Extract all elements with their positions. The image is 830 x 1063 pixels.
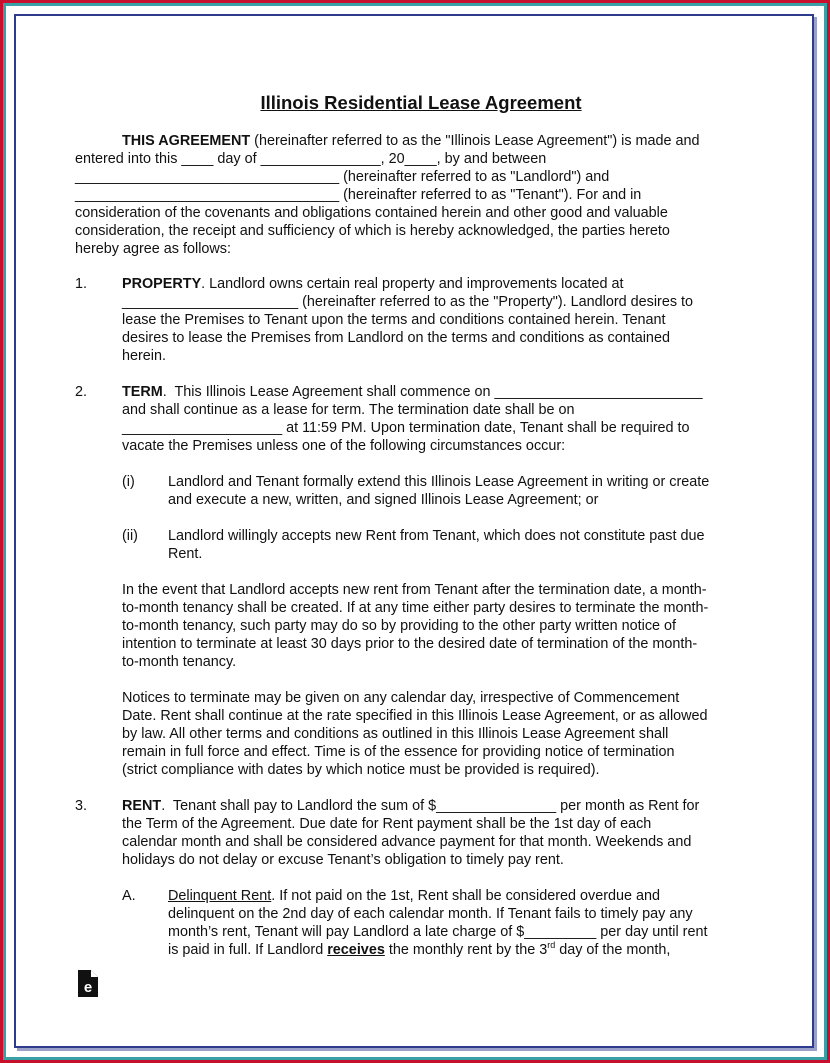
- eforms-logo-icon: [78, 970, 98, 997]
- section-rent: 3. RENT. Tenant shall pay to Landlord the sum of $_______________ per month as Rent for the Term of the Agreement. Due date for Rent payment shall be the 1st day of each calendar month and shall be considered advance payment for that month. Weekends and holidays do not delay or excuse Tenant’s obligation to timely pay rent.: [75, 798, 700, 868]
- section-term: 2. TERM. This Illinois Lease Agreement shall commence on __________________________ and shall continue as a lease for term. The termination date shall be on ____________________ at 11:59 PM. Upon termination date, Tenant shall be required to vacate the Premises unless one of the following circumstances occur:: [75, 384, 703, 454]
- section-heading: TERM: [122, 384, 163, 400]
- term-item-i: (i) Landlord and Tenant formally extend this Illinois Lease Agreement in writing or create and execute a new, written, and signed Illinois Lease Agreement; or: [122, 474, 710, 508]
- section-number: 3.: [75, 798, 88, 814]
- term-item-ii: (ii) Landlord willingly accepts new Rent from Tenant, which does not constitute past due Rent.: [122, 528, 705, 562]
- item-number: (ii): [122, 528, 138, 544]
- rent-item-a: A. Delinquent Rent. If not paid on the 1st, Rent shall be considered overdue and delinquent on the 2nd day of each calendar month. If Tenant fails to timely pay any month’s rent, Tenant will pay Landlord a late charge of $_________ per day until rent is paid in full. If Landlord receives the monthly rent by the 3rd day of the month,: [122, 888, 708, 958]
- section-heading: RENT: [122, 798, 162, 814]
- intro-lead: THIS AGREEMENT: [122, 133, 251, 149]
- section-property: 1. PROPERTY. Landlord owns certain real property and improvements located at ______________________ (hereinafter referred to as the "Property"). Landlord desires to lease the Premises to Tenant upon the terms and conditions contained herein. Tenant desires to lease the Premises from Landlord on the terms and conditions as contained herein.: [75, 276, 694, 364]
- item-number: (i): [122, 474, 135, 490]
- term-notices-paragraph: Notices to terminate may be given on any calendar day, irrespective of Commencement Date. Rent shall continue at the rate specified in this Illinois Lease Agreement, or as allowed by law. All other terms and conditions as outlined in this Illinois Lease Agreement shall remain in full force and effect. Time is of the essence for providing notice of termination (strict compliance with dates by which notice must be provided is required).: [122, 690, 708, 778]
- section-number: 1.: [75, 276, 88, 292]
- item-number: A.: [122, 888, 136, 904]
- logo-glyph: e: [83, 979, 93, 996]
- section-heading: PROPERTY: [122, 276, 202, 292]
- item-heading: Delinquent Rent: [168, 888, 272, 904]
- document-title: Illinois Residential Lease Agreement: [260, 92, 582, 113]
- section-number: 2.: [75, 384, 88, 400]
- intro-paragraph: THIS AGREEMENT (hereinafter referred to as the "Illinois Lease Agreement") is made and entered into this ____ day of _______________, 20____, by and between _________________________________ (hereinafter referred to as "Landlord") and _________________________________ (hereinafter referred to as "Tenant"). For and in consideration of the covenants and obligations contained herein and other good and valuable consideration, the receipt and sufficiency of which is hereby acknowledged, the parties hereto hereby agree as follows:: [75, 133, 700, 257]
- lease-document: [75, 94, 765, 959]
- term-month-to-month-paragraph: In the event that Landlord accepts new rent from Tenant after the termination date, a month- to-month tenancy shall be created. If at any time either party desires to terminate the month- to-month tenancy, such party may do so by providing to the other party written notice of intention to terminate at least 30 days prior to the desired date of termination of the month- to-month tenancy.: [122, 582, 709, 670]
